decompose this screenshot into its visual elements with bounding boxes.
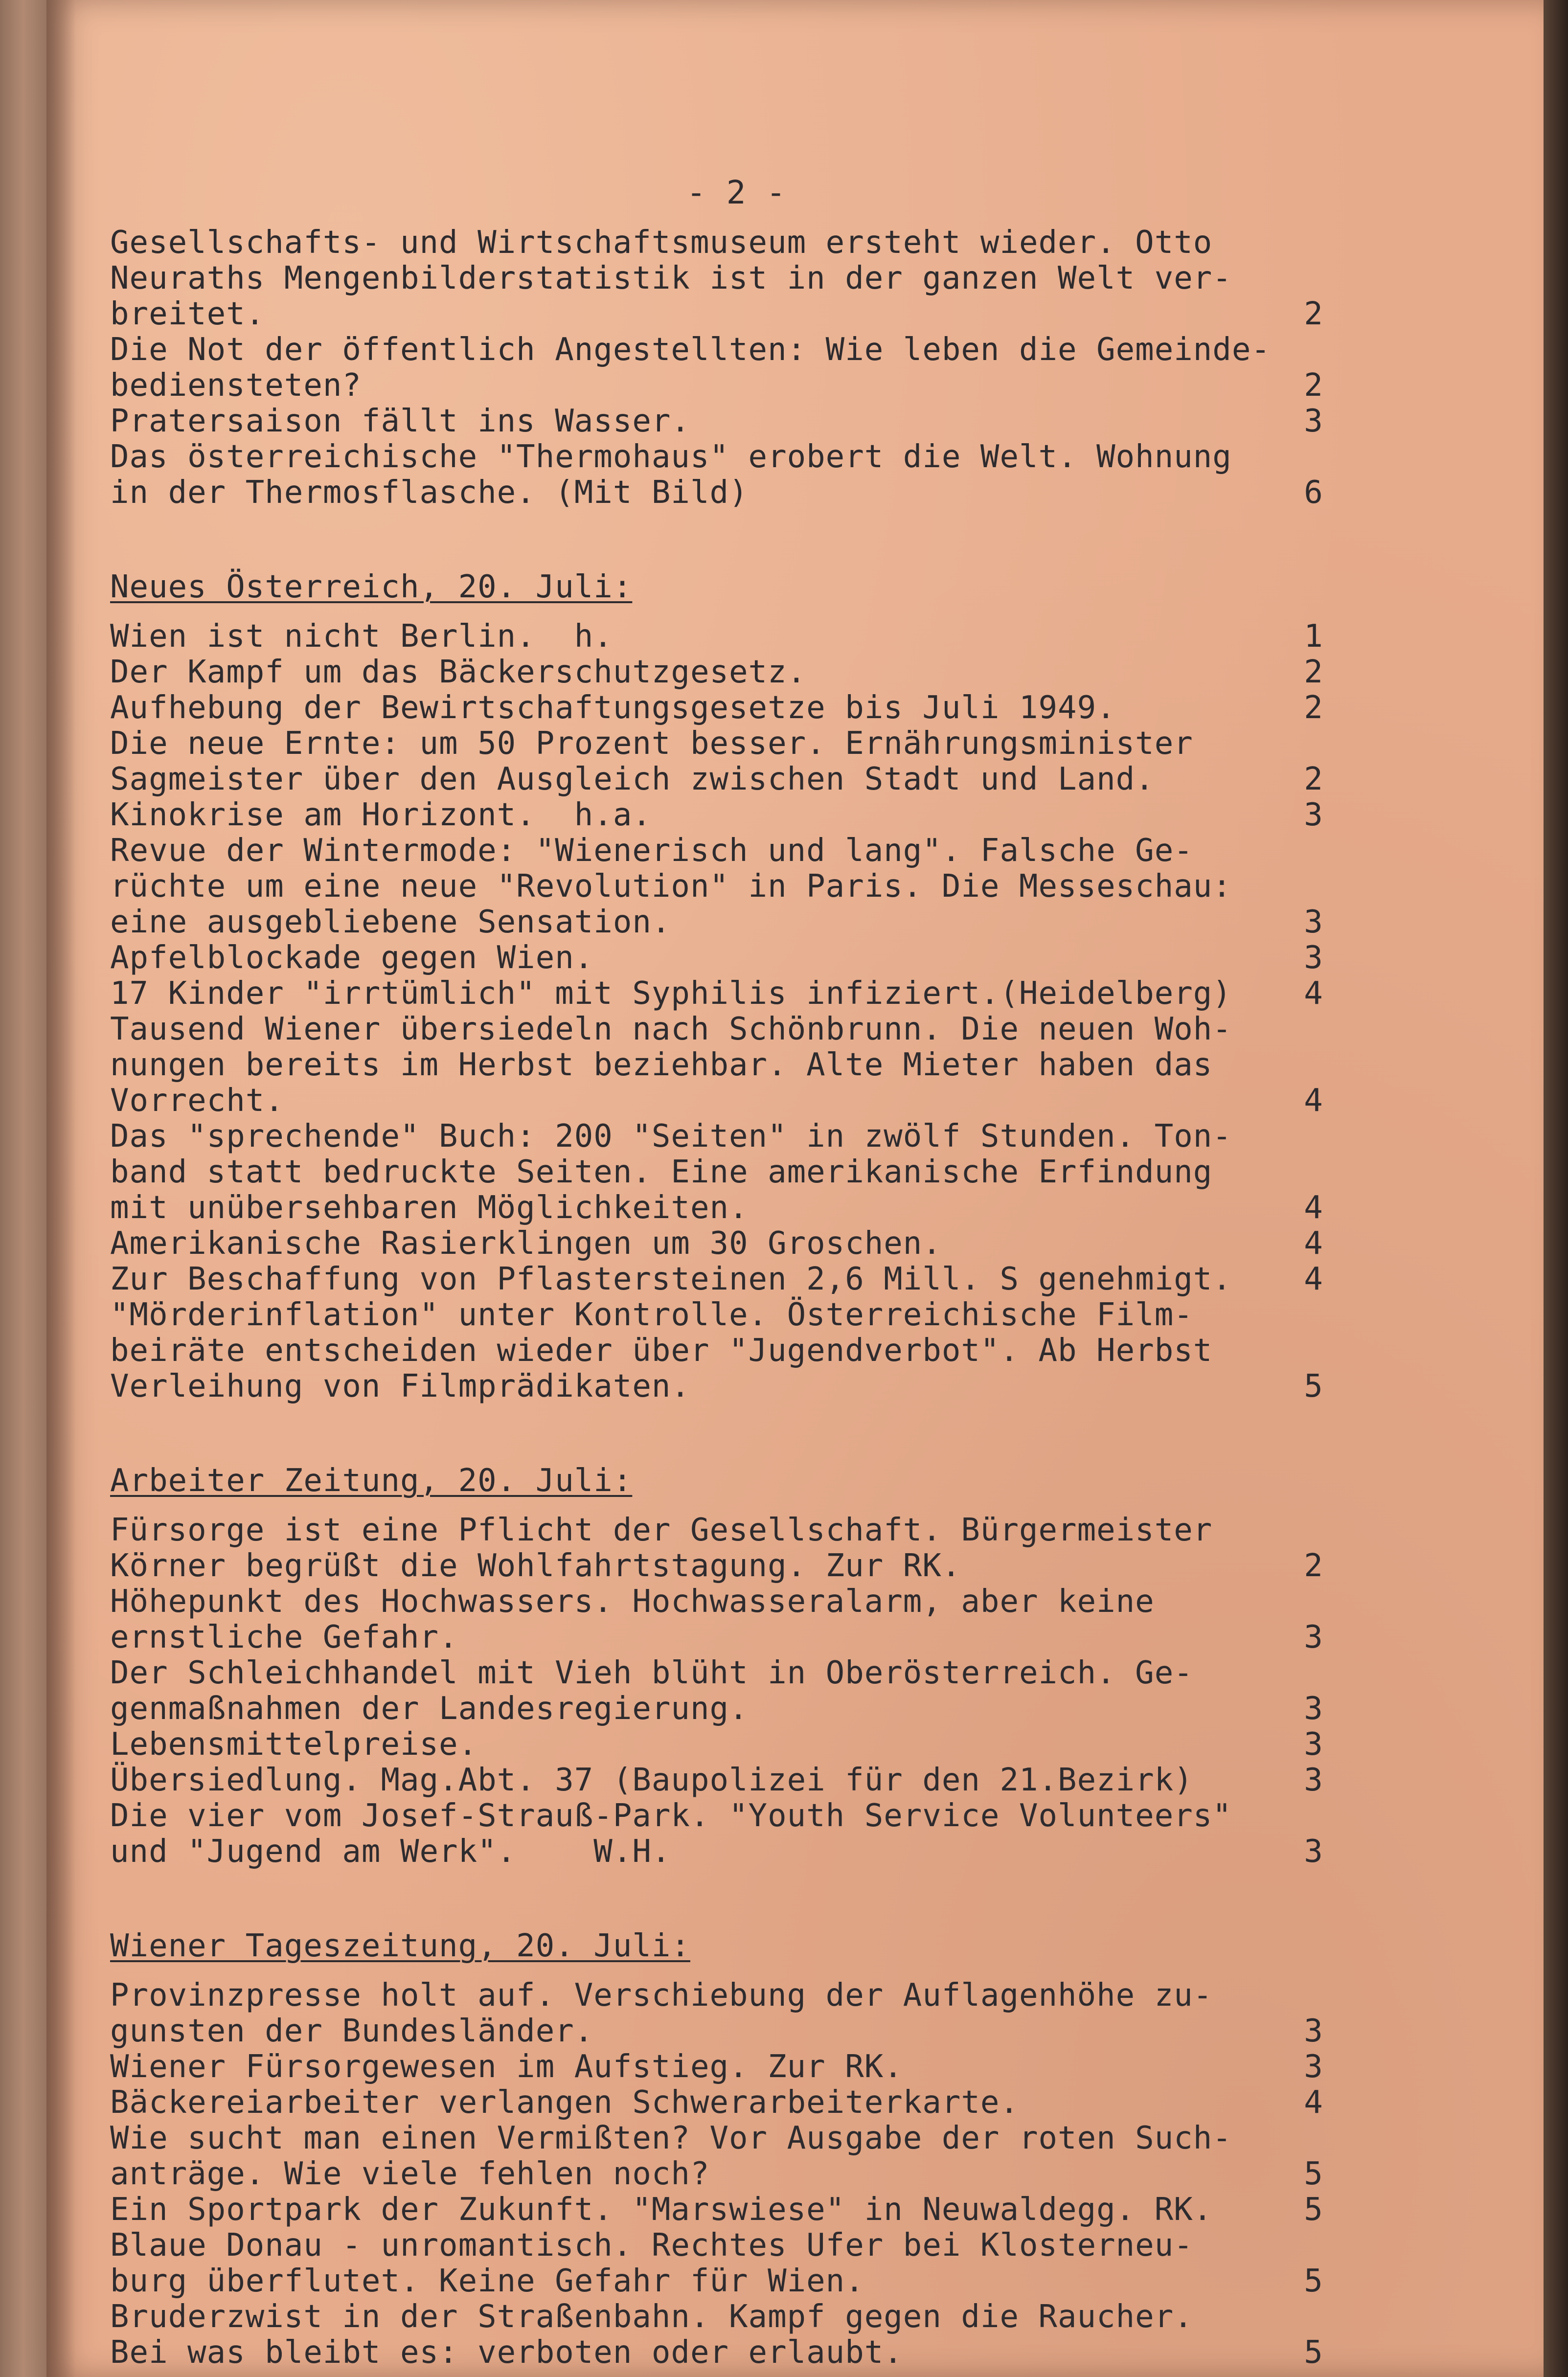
article-line bbox=[110, 2085, 1363, 2121]
article-title-text: nungen bereits im Herbst beziehbar. Alte Mieter haben das bbox=[110, 1047, 1213, 1083]
article-title-text: Der Schleichhandel mit Vieh blüht in Oberösterreich. Ge- bbox=[110, 1655, 1193, 1691]
article-line bbox=[110, 1012, 1363, 1047]
article-line bbox=[110, 655, 1363, 690]
article-line bbox=[110, 833, 1363, 869]
page-reference-number: 2 bbox=[1304, 296, 1323, 332]
page-reference-number: 3 bbox=[1304, 940, 1323, 976]
article-title-text: Ein Sportpark der Zukunft. "Marswiese" in Neuwaldegg. RK. bbox=[110, 2192, 1213, 2228]
section-heading bbox=[110, 1463, 1363, 1499]
article-title-text: Verleihung von Filmprädikaten. bbox=[110, 1368, 690, 1404]
article-title-text: rüchte um eine neue "Revolution" in Paris. Die Messeschau: bbox=[110, 868, 1232, 905]
article-line bbox=[110, 2264, 1363, 2299]
section-heading bbox=[110, 1928, 1363, 1964]
article-line bbox=[110, 1262, 1363, 1297]
page-reference-number: 3 bbox=[1304, 1726, 1323, 1763]
article-line bbox=[110, 1369, 1363, 1404]
article-title-text: Das österreichische "Thermohaus" erobert die Welt. Wohnung bbox=[110, 439, 1232, 475]
article-title-text: gunsten der Bundesländer. bbox=[110, 2013, 594, 2049]
page-reference-number: 2 bbox=[1304, 690, 1323, 726]
article-line bbox=[110, 1083, 1363, 1119]
page-reference-number: 3 bbox=[1304, 797, 1323, 833]
page-reference-number: 3 bbox=[1304, 1762, 1323, 1798]
article-line bbox=[110, 690, 1363, 726]
article-line bbox=[110, 2192, 1363, 2228]
article-title-text: band statt bedruckte Seiten. Eine amerikanische Erfindung bbox=[110, 1154, 1213, 1190]
page-reference-number: 6 bbox=[1304, 475, 1323, 511]
article-line bbox=[110, 1333, 1363, 1369]
page-content bbox=[110, 176, 1363, 2371]
article-title-text: Wien ist nicht Berlin. h. bbox=[110, 618, 613, 655]
article-title-text: Übersiedlung. Mag.Abt. 37 (Baupolizei für den 21.Bezirk) bbox=[110, 1762, 1193, 1798]
page-fold-shadow bbox=[46, 0, 76, 2377]
article-title-text: und "Jugend am Werk". W.H. bbox=[110, 1834, 671, 1870]
article-line bbox=[110, 797, 1363, 833]
article-line bbox=[110, 1548, 1363, 1584]
article-title-text: Gesellschafts- und Wirtschaftsmuseum ersteht wieder. Otto bbox=[110, 225, 1213, 261]
article-line bbox=[110, 940, 1363, 976]
article-title-text: Aufhebung der Bewirtschaftungsgesetze bis Juli 1949. bbox=[110, 690, 1116, 726]
section-gap bbox=[110, 511, 1363, 569]
article-title-text: anträge. Wie viele fehlen noch? bbox=[110, 2156, 710, 2192]
article-line bbox=[110, 1297, 1363, 1333]
article-line bbox=[110, 1047, 1363, 1083]
page-reference-number: 4 bbox=[1304, 2084, 1323, 2121]
article-line bbox=[110, 1691, 1363, 1727]
press-review-sections bbox=[110, 225, 1363, 2371]
page-reference-number: 4 bbox=[1304, 1190, 1323, 1226]
article-title-text: "Mörderinflation" unter Kontrolle. Österreichische Film- bbox=[110, 1297, 1193, 1333]
article-line bbox=[110, 368, 1363, 404]
article-title-text: Zur Beschaffung von Pflastersteinen 2,6 Mill. S genehmigt. bbox=[110, 1261, 1232, 1297]
article-title-text: breitet. bbox=[110, 296, 265, 332]
article-title-text: in der Thermosflasche. (Mit Bild) bbox=[110, 475, 749, 511]
article-line bbox=[110, 1119, 1363, 1155]
section-gap bbox=[110, 1870, 1363, 1928]
article-line bbox=[110, 1655, 1363, 1691]
article-title-text: eine ausgebliebene Sensation. bbox=[110, 904, 671, 940]
article-title-text: Der Kampf um das Bäckerschutzgesetz. bbox=[110, 654, 807, 690]
article-title-text: beiräte entscheiden wieder über "Jugendverbot". Ab Herbst bbox=[110, 1333, 1213, 1369]
article-title-text: Körner begrüßt die Wohlfahrtstagung. Zur RK. bbox=[110, 1548, 961, 1584]
article-line bbox=[110, 475, 1363, 511]
page-reference-number: 2 bbox=[1304, 1548, 1323, 1584]
article-title-text: Vorrecht. bbox=[110, 1083, 284, 1119]
article-line bbox=[110, 2049, 1363, 2085]
article-line bbox=[110, 1190, 1363, 1226]
article-line bbox=[110, 1620, 1363, 1655]
page-reference-number: 4 bbox=[1304, 1225, 1323, 1262]
page-reference-number: 5 bbox=[1304, 2156, 1323, 2192]
page-reference-number: 3 bbox=[1304, 1619, 1323, 1655]
page-reference-number: 4 bbox=[1304, 1261, 1323, 1297]
page-reference-number: 3 bbox=[1304, 1834, 1323, 1870]
section-heading-text: Arbeiter Zeitung, 20. Juli: bbox=[110, 1463, 633, 1499]
article-title-text: burg überflutet. Keine Gefahr für Wien. bbox=[110, 2263, 864, 2299]
article-title-text: Bei was bleibt es: verboten oder erlaubt. bbox=[110, 2334, 903, 2371]
page-reference-number: 4 bbox=[1304, 975, 1323, 1012]
article-line bbox=[110, 1978, 1363, 2014]
page-number: - 2 - bbox=[686, 174, 786, 211]
article-title-text: 17 Kinder "irrtümlich" mit Syphilis infiziert.(Heidelberg) bbox=[110, 975, 1232, 1012]
page-reference-number: 1 bbox=[1304, 618, 1323, 655]
article-title-text: Kinokrise am Horizont. h.a. bbox=[110, 797, 652, 833]
article-title-text: Die vier vom Josef-Strauß-Park. "Youth Service Volunteers" bbox=[110, 1798, 1232, 1834]
article-title-text: Wiener Fürsorgewesen im Aufstieg. Zur RK. bbox=[110, 2049, 903, 2085]
previous-page-edge bbox=[0, 0, 46, 2377]
article-line bbox=[110, 619, 1363, 655]
section-heading bbox=[110, 569, 1363, 605]
article-line bbox=[110, 2014, 1363, 2049]
article-title-text: Die neue Ernte: um 50 Prozent besser. Ernährungsminister bbox=[110, 725, 1193, 762]
article-line bbox=[110, 225, 1363, 261]
article-line bbox=[110, 404, 1363, 439]
page-reference-number: 5 bbox=[1304, 2263, 1323, 2299]
article-line bbox=[110, 976, 1363, 1012]
page-reference-number: 3 bbox=[1304, 1691, 1323, 1727]
article-line bbox=[110, 296, 1363, 332]
article-title-text: genmaßnahmen der Landesregierung. bbox=[110, 1691, 749, 1727]
section-heading-text: Neues Österreich, 20. Juli: bbox=[110, 569, 633, 605]
article-line bbox=[110, 2121, 1363, 2156]
article-line bbox=[110, 1834, 1363, 1870]
article-line bbox=[110, 762, 1363, 797]
article-line bbox=[110, 261, 1363, 296]
page-reference-number: 3 bbox=[1304, 403, 1323, 439]
article-title-text: mit unübersehbaren Möglichkeiten. bbox=[110, 1190, 749, 1226]
article-line bbox=[110, 2299, 1363, 2335]
article-line bbox=[110, 2228, 1363, 2264]
page-reference-number: 5 bbox=[1304, 1368, 1323, 1404]
article-title-text: Sagmeister über den Ausgleich zwischen Stadt und Land. bbox=[110, 761, 1155, 797]
article-line bbox=[110, 1226, 1363, 1262]
article-line bbox=[110, 439, 1363, 475]
article-line bbox=[110, 905, 1363, 940]
article-title-text: Neuraths Mengenbilderstatistik ist in der ganzen Welt ver- bbox=[110, 260, 1232, 296]
article-line bbox=[110, 1513, 1363, 1548]
article-title-text: Amerikanische Rasierklingen um 30 Groschen. bbox=[110, 1225, 942, 1262]
article-line bbox=[110, 869, 1363, 905]
article-line bbox=[110, 1763, 1363, 1798]
right-edge-strip bbox=[1544, 0, 1568, 2377]
page-reference-number: 2 bbox=[1304, 654, 1323, 690]
article-line bbox=[110, 1798, 1363, 1834]
page-reference-number: 5 bbox=[1304, 2192, 1323, 2228]
article-title-text: Wie sucht man einen Vermißten? Vor Ausgabe der roten Such- bbox=[110, 2120, 1232, 2156]
article-title-text: bediensteten? bbox=[110, 367, 362, 404]
page-reference-number: 4 bbox=[1304, 1083, 1323, 1119]
article-title-text: Höhepunkt des Hochwassers. Hochwasseralarm, aber keine bbox=[110, 1584, 1155, 1620]
article-title-text: Bruderzwist in der Straßenbahn. Kampf gegen die Raucher. bbox=[110, 2299, 1193, 2335]
article-title-text: Revue der Wintermode: "Wienerisch und lang". Falsche Ge- bbox=[110, 833, 1193, 869]
section-heading-text: Wiener Tageszeitung, 20. Juli: bbox=[110, 1928, 690, 1964]
article-title-text: Lebensmittelpreise. bbox=[110, 1726, 478, 1763]
page-reference-number: 2 bbox=[1304, 367, 1323, 404]
article-title-text: Blaue Donau - unromantisch. Rechtes Ufer bei Klosterneu- bbox=[110, 2227, 1193, 2264]
page-reference-number: 3 bbox=[1304, 2013, 1323, 2049]
article-line bbox=[110, 2335, 1363, 2371]
article-title-text: Tausend Wiener übersiedeln nach Schönbrunn. Die neuen Woh- bbox=[110, 1011, 1232, 1047]
article-line bbox=[110, 332, 1363, 368]
article-title-text: Pratersaison fällt ins Wasser. bbox=[110, 403, 690, 439]
article-line bbox=[110, 1727, 1363, 1763]
article-title-text: Provinzpresse holt auf. Verschiebung der Auflagenhöhe zu- bbox=[110, 1977, 1213, 2014]
article-line bbox=[110, 1155, 1363, 1190]
section-gap bbox=[110, 1404, 1363, 1463]
page-reference-number: 3 bbox=[1304, 2049, 1323, 2085]
page-reference-number: 5 bbox=[1304, 2334, 1323, 2371]
article-title-text: Bäckereiarbeiter verlangen Schwerarbeiterkarte. bbox=[110, 2084, 1019, 2121]
article-line bbox=[110, 1584, 1363, 1620]
article-title-text: Apfelblockade gegen Wien. bbox=[110, 940, 594, 976]
article-line bbox=[110, 2156, 1363, 2192]
page-reference-number: 3 bbox=[1304, 904, 1323, 940]
article-title-text: Die Not der öffentlich Angestellten: Wie leben die Gemeinde- bbox=[110, 332, 1271, 368]
page-reference-number: 2 bbox=[1304, 761, 1323, 797]
article-title-text: Fürsorge ist eine Pflicht der Gesellschaft. Bürgermeister bbox=[110, 1512, 1213, 1548]
article-title-text: Das "sprechende" Buch: 200 "Seiten" in zwölf Stunden. Ton- bbox=[110, 1118, 1232, 1155]
article-line bbox=[110, 726, 1363, 762]
article-title-text: ernstliche Gefahr. bbox=[110, 1619, 458, 1655]
